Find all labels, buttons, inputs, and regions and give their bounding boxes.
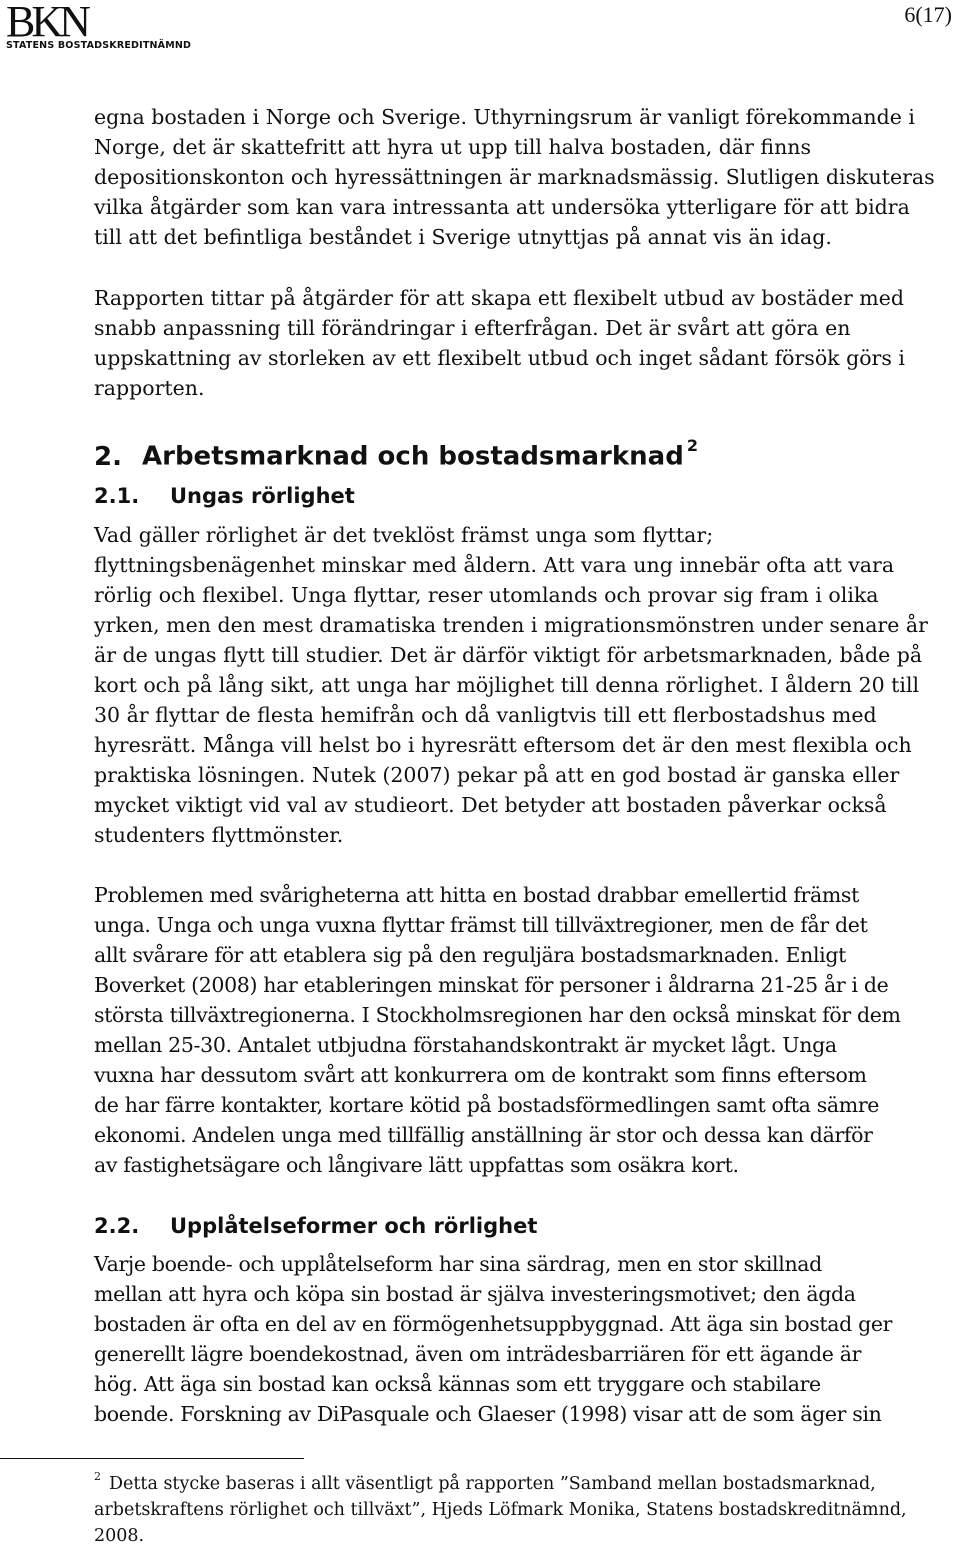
text-line: depositionskonton och hyressättningen är marknadsmässig. Slutligen diskuteras — [94, 165, 935, 189]
text-line: unga. Unga och unga vuxna flyttar främst till tillväxtregioner, men de får det — [94, 913, 868, 937]
text-line: kort och på lång sikt, att unga har möjlighet till denna rörlighet. I åldern 20 till — [94, 673, 920, 697]
text-line: vilka åtgärder som kan vara intressanta att undersöka ytterligare för att bidra — [94, 195, 910, 219]
text-line: Boverket (2008) har etableringen minskat för personer i åldrarna 21-25 år i de — [94, 973, 889, 997]
text-line: studenters flyttmönster. — [94, 823, 344, 847]
text-line: är de ungas flytt till studier. Det är därför viktigt för arbetsmarknaden, både på — [94, 643, 923, 667]
heading-number: 2.1. — [94, 484, 140, 508]
paragraph-youth-mobility — [94, 520, 928, 850]
footnote-line: 2008. — [94, 1525, 145, 1546]
text-line: Norge, det är skattefritt att hyra ut upp till halva bostaden, där finns — [94, 135, 811, 159]
page-number: 6(17) — [904, 2, 952, 27]
text-line: största tillväxtregionerna. I Stockholmsregionen har den också minskat för dem — [94, 1003, 901, 1027]
text-line: de har färre kontakter, kortare kötid på bostadsförmedlingen samt ofta sämre — [94, 1093, 880, 1117]
bkn-logo-icon — [4, 0, 134, 42]
text-line: generellt lägre boendekostnad, även om inträdesbarriären för ett ägande är — [94, 1342, 862, 1366]
text-line: praktiska lösningen. Nutek (2007) pekar på att en god bostad är ganska eller — [94, 763, 900, 787]
paragraph-intro — [94, 102, 935, 252]
text-line: allt svårare för att etablera sig på den reguljära bostadsmarknaden. Enligt — [94, 943, 847, 967]
text-line: Vad gäller rörlighet är det tveklöst främst unga som flyttar; — [94, 523, 714, 547]
heading-title: Ungas rörlighet — [170, 484, 355, 508]
heading-section-2-1 — [94, 482, 355, 510]
paragraph-tenure-forms — [94, 1249, 892, 1429]
footnote-line: Detta stycke baseras i allt väsentligt på rapporten ”Samband mellan bostadsmarknad, — [109, 1473, 876, 1494]
text-line: av fastighetsägare och långivare lätt uppfattas som osäkra kort. — [94, 1153, 739, 1177]
text-line: vuxna har dessutom svårt att konkurrera om de kontrakt som finns eftersom — [94, 1063, 867, 1087]
text-line: Problemen med svårigheterna att hitta en bostad drabbar emellertid främst — [94, 883, 859, 907]
org-name: STATENS BOSTADSKREDITNÄMND — [6, 40, 192, 51]
text-line: snabb anpassning till förändringar i efterfrågan. Det är svårt att göra en — [94, 316, 851, 340]
text-line: bostaden är ofta en del av en förmögenhetsuppbyggnad. Att äga sin bostad ger — [94, 1312, 893, 1336]
org-logo — [4, 0, 192, 52]
text-line: Varje boende- och upplåtelseform har sina särdrag, men en stor skillnad — [94, 1252, 822, 1276]
text-line: till att det befintliga beståndet i Sverige utnyttjas på annat vis än idag. — [94, 225, 832, 249]
text-line: mellan att hyra och köpa sin bostad är själva investeringsmotivet; den ägda — [94, 1282, 856, 1306]
text-line: rapporten. — [94, 376, 205, 400]
footnote-line: arbetskraftens rörlighet och tillväxt”, Hjeds Löfmark Monika, Statens bostadskreditnämnd, — [94, 1499, 907, 1520]
text-line: mellan 25-30. Antalet utbjudna förstahandskontrakt är mycket lågt. Unga — [94, 1033, 837, 1057]
text-line: flyttningsbenägenhet minskar med åldern. Att vara ung innebär ofta att vara — [94, 553, 895, 577]
footnote-ref[interactable]: 2 — [686, 436, 698, 455]
heading-section-2-2 — [94, 1212, 537, 1240]
footnote — [94, 1466, 907, 1549]
text-line: 30 år flyttar de flesta hemifrån och då vanligtvis till ett flerbostadshus med — [94, 703, 877, 727]
text-line: hög. Att äga sin bostad kan också kännas som ett tryggare och stabilare — [94, 1372, 821, 1396]
logo-text: BKN — [6, 0, 87, 42]
text-line: Rapporten tittar på åtgärder för att skapa ett flexibelt utbud av bostäder med — [94, 286, 904, 310]
text-line: rörlig och flexibel. Unga flyttar, reser utomlands och provar sig fram i olika — [94, 583, 879, 607]
text-line: egna bostaden i Norge och Sverige. Uthyrningsrum är vanligt förekommande i — [94, 105, 915, 129]
heading-title: Arbetsmarknad och bostadsmarknad — [142, 441, 684, 472]
text-line: mycket viktigt vid val av studieort. Det betyder att bostaden påverkar också — [94, 793, 887, 817]
heading-section-2 — [94, 434, 698, 473]
heading-number: 2. — [94, 441, 122, 472]
paragraph-housing-problems — [94, 880, 901, 1180]
text-line: boende. Forskning av DiPasquale och Glaeser (1998) visar att de som äger sin — [94, 1402, 882, 1426]
heading-number: 2.2. — [94, 1214, 140, 1238]
text-line: uppskattning av storleken av ett flexibelt utbud och inget sådant försök görs i — [94, 346, 905, 370]
text-line: yrken, men den mest dramatiska trenden i migrationsmönstren under senare år — [94, 613, 928, 637]
footnote-marker: 2 — [94, 1470, 101, 1483]
text-line: hyresrätt. Många vill helst bo i hyresrätt eftersom det är den mest flexibla och — [94, 733, 912, 757]
paragraph-report-scope — [94, 283, 905, 403]
heading-title: Upplåtelseformer och rörlighet — [170, 1214, 538, 1238]
text-line: ekonomi. Andelen unga med tillfällig anställning är stor och dessa kan därför — [94, 1123, 873, 1147]
footnote-divider — [0, 1458, 304, 1459]
